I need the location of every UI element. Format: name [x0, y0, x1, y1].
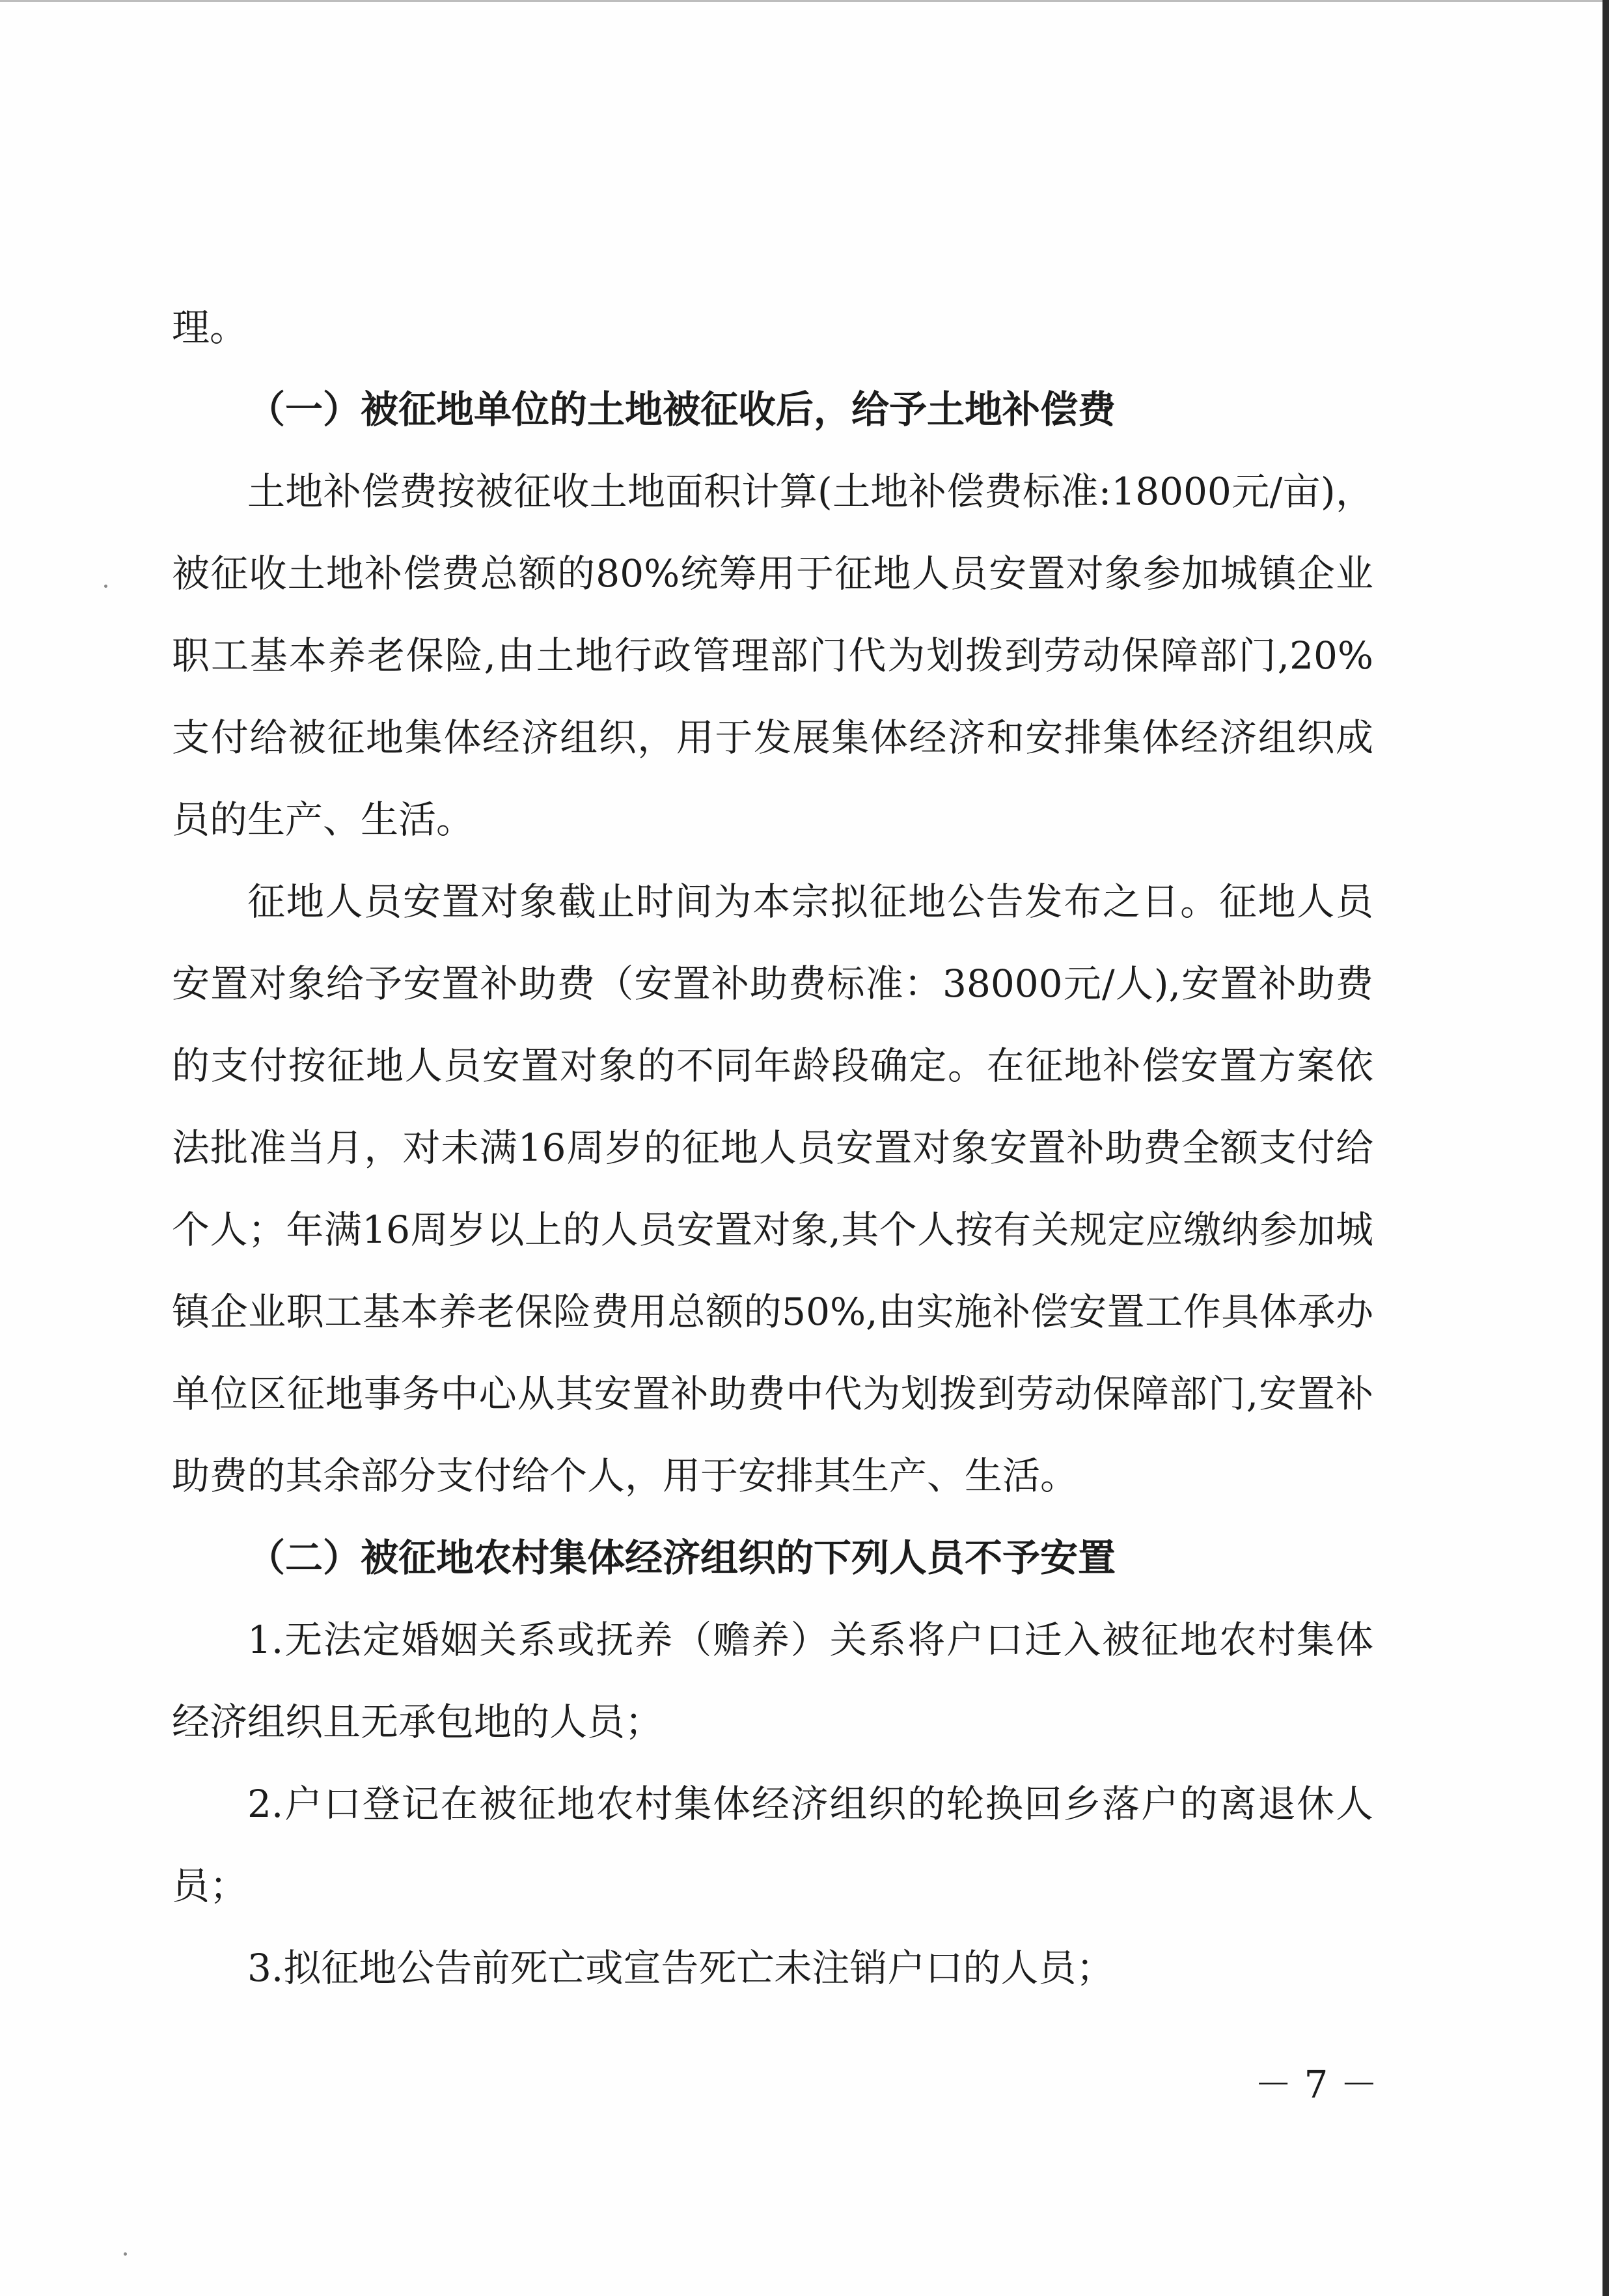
paragraph-land-compensation: 土地补偿费按被征收土地面积计算(土地补偿费标准:18000元/亩)，被征收土地补偿费总额的80%统筹用于征地人员安置对象参加城镇企业职工基本养老保险,由土地行政管理部门代为划拨到劳动保障部门,20%支付给被征地集体经济组织，用于发展集体经济和安排集体经济组织成员的生产、生活。	[172, 469, 1373, 842]
scan-speck	[124, 2252, 127, 2256]
section-heading-two: （二）被征地农村集体经济组织的下列人员不予安置	[247, 1536, 1116, 1580]
scan-edge-top	[0, 0, 1609, 2]
scan-speck	[104, 585, 107, 588]
scan-edge-right	[1602, 0, 1609, 2296]
list-item-2: 2.户口登记在被征地农村集体经济组织的轮换回乡落户的离退休人员；	[172, 1782, 1373, 1908]
body-text	[172, 286, 1373, 2009]
list-item-3: 3.拟征地公告前死亡或宣告死亡未注销户口的人员；	[247, 1946, 1114, 1990]
page-number: － 7 －	[1254, 2062, 1378, 2107]
section-heading-one: （一）被征地单位的土地被征收后，给予土地补偿费	[247, 387, 1116, 432]
paragraph-continuation: 理。	[172, 305, 248, 350]
list-item-1: 1.无法定婚姻关系或抚养（赡养）关系将户口迁入被征地农村集体经济组织且无承包地的人员；	[172, 1618, 1373, 1744]
paragraph-resettlement-subsidy: 征地人员安置对象截止时间为本宗拟征地公告发布之日。征地人员安置对象给予安置补助费（安置补助费标准：38000元/人),安置补助费的支付按征地人员安置对象的不同年龄段确定。在征地补偿安置方案依法批准当月，对未满16周岁的征地人员安置对象安置补助费全额支付给个人；年满16周岁以上的人员安置对象,其个人按有关规定应缴纳参加城镇企业职工基本养老保险费用总额的50%,由实施补偿安置工作具体承办单位区征地事务中心从其安置补助费中代为划拨到劳动保障部门,安置补助费的其余部分支付给个人，用于安排其生产、生活。	[172, 879, 1373, 1498]
